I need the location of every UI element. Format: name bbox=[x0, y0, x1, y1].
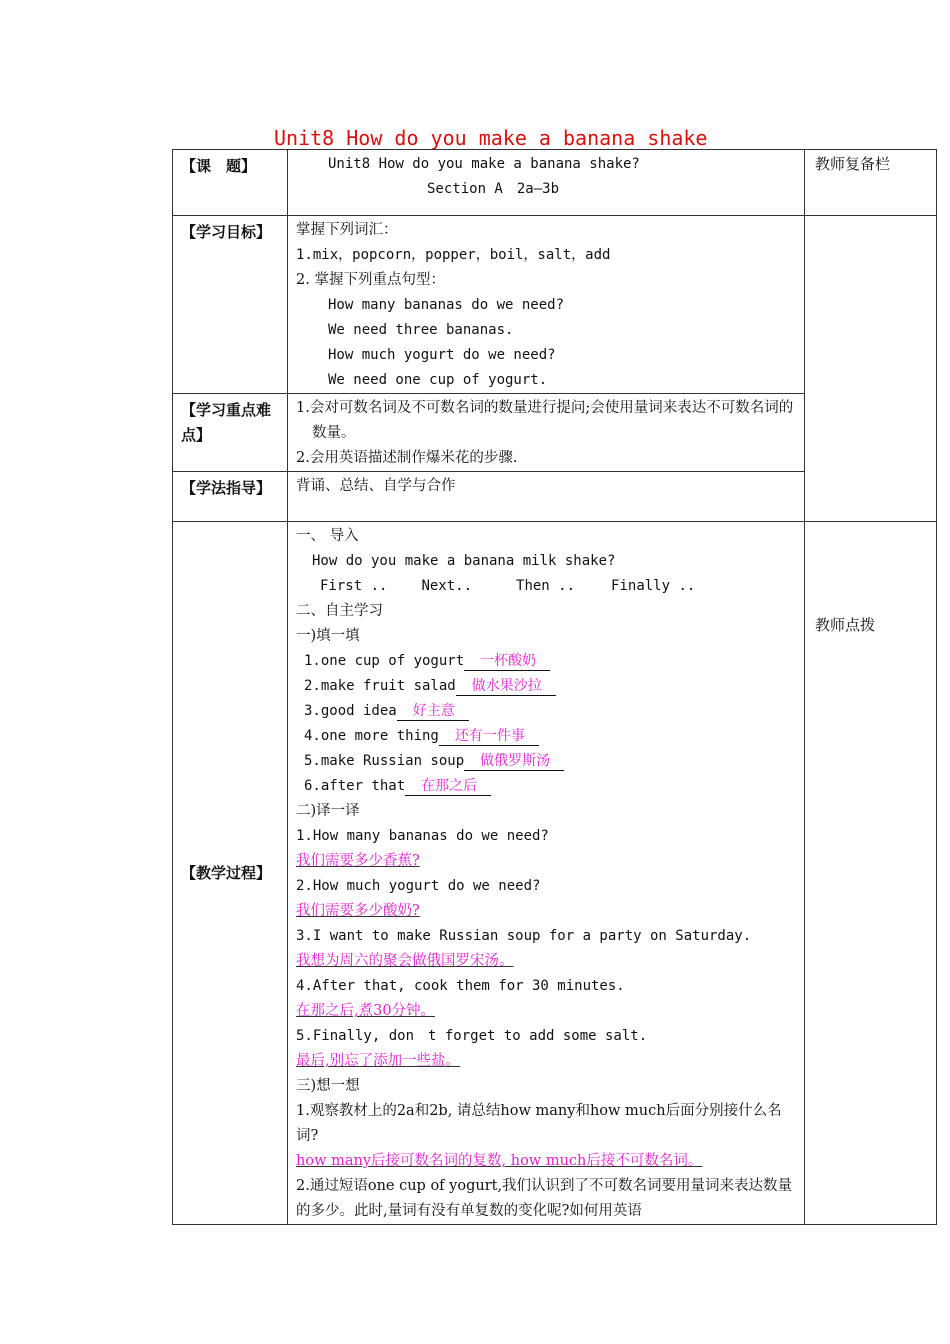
fill-item: 3.good idea 好主意 bbox=[296, 699, 798, 724]
fill-item: 2.make fruit salad 做水果沙拉 bbox=[296, 674, 798, 699]
translate-zh: 最后,别忘了添加一些盐。 bbox=[296, 1053, 461, 1069]
topic-row bbox=[173, 150, 937, 216]
topic-label: 【课 题】 bbox=[173, 150, 288, 216]
teacher-prep-column-header: 教师复备栏 bbox=[805, 150, 937, 216]
think-question: 2.通过短语one cup of yogurt,我们认识到了不可数名词要用量词来表达数量的多少。此时,量词有没有单复数的变化呢?如何用英语 bbox=[296, 1178, 793, 1219]
translate-zh: 我们需要多少香蕉? bbox=[296, 853, 420, 869]
fill-answer: 在那之后 bbox=[405, 777, 491, 796]
think-heading: 三)想一想 bbox=[296, 1078, 360, 1094]
goals-label: 【学习目标】 bbox=[173, 216, 288, 394]
goals-line: 2. 掌握下列重点句型： bbox=[296, 272, 445, 288]
fill-answer: 做俄罗斯汤 bbox=[464, 752, 564, 771]
fill-item: 1.one cup of yogurt 一杯酸奶 bbox=[296, 649, 798, 674]
intro-words bbox=[296, 574, 798, 599]
goals-line: 1.mix，popcorn，popper，boil，salt，add bbox=[296, 247, 611, 263]
fill-answer: 好主意 bbox=[397, 702, 469, 721]
intro-word: Finally .. bbox=[611, 578, 696, 594]
fill-item: 5.make Russian soup 做俄罗斯汤 bbox=[296, 749, 798, 774]
process-label: 【教学过程】 bbox=[173, 522, 288, 1225]
process-row bbox=[173, 522, 937, 1225]
translate-en: 4.After that, cook them for 30 minutes. bbox=[296, 978, 625, 994]
fill-answer: 还有一件事 bbox=[439, 727, 539, 746]
goals-row bbox=[173, 216, 937, 394]
goals-sentence: How many bananas do we need? bbox=[328, 297, 565, 313]
fill-answer: 一杯酸奶 bbox=[464, 652, 550, 671]
intro-word: Then .. bbox=[516, 578, 576, 594]
intro-heading: 一、 导入 bbox=[296, 528, 359, 544]
teacher-notes-blank bbox=[805, 216, 937, 522]
intro-word: Next.. bbox=[421, 578, 473, 594]
think-answer: how many后接可数名词的复数, how much后接不可数名词。 bbox=[296, 1153, 703, 1169]
document-title: Unit8 How do you make a banana shake bbox=[274, 126, 708, 150]
fill-item: 6.after that 在那之后 bbox=[296, 774, 798, 799]
intro-question: How do you make a banana milk shake? bbox=[312, 553, 616, 569]
goals-line: 掌握下列词汇： bbox=[296, 222, 398, 238]
goals-sentence: We need one cup of yogurt. bbox=[328, 372, 548, 388]
topic-line-1: Unit8 How do you make a banana shake? bbox=[328, 156, 640, 172]
topic-content bbox=[288, 150, 805, 216]
process-content bbox=[288, 522, 805, 1225]
lesson-plan-table bbox=[172, 149, 937, 1225]
goals-sentence: How much yogurt do we need? bbox=[328, 347, 556, 363]
translate-zh: 在那之后,煮30分钟。 bbox=[296, 1003, 436, 1019]
think-question: 1.观察教材上的2a和2b, 请总结how many和how much后面分别接什么名词? bbox=[296, 1103, 782, 1144]
goals-content bbox=[288, 216, 805, 394]
method-content: 背诵、总结、自学与合作 bbox=[288, 472, 805, 522]
keypoint-item: 1.会对可数名词及不可数名词的数量进行提问;会使用量词来表达不可数名词的数量。 bbox=[296, 400, 794, 441]
keypoints-content bbox=[288, 394, 805, 472]
keypoint-item: 2.会用英语描述制作爆米花的步骤. bbox=[296, 450, 518, 466]
keypoints-label: 【学习重点难点】 bbox=[173, 394, 288, 472]
fill-heading: 一)填一填 bbox=[296, 628, 360, 644]
translate-en: 1.How many bananas do we need? bbox=[296, 828, 549, 844]
translate-heading: 二)译一译 bbox=[296, 803, 360, 819]
intro-word: First .. bbox=[320, 578, 388, 594]
translate-en: 3.I want to make Russian soup for a party on Saturday. bbox=[296, 928, 752, 944]
teacher-guidance-header: 教师点拨 bbox=[805, 522, 937, 1225]
translate-en: 2.How much yogurt do we need? bbox=[296, 878, 541, 894]
translate-zh: 我们需要多少酸奶? bbox=[296, 903, 420, 919]
self-study-heading: 二、自主学习 bbox=[296, 603, 383, 619]
goals-sentence: We need three bananas. bbox=[328, 322, 514, 338]
translate-en: 5.Finally, don t forget to add some salt. bbox=[296, 1028, 648, 1044]
method-label: 【学法指导】 bbox=[173, 472, 288, 522]
fill-answer: 做水果沙拉 bbox=[456, 677, 556, 696]
translate-zh: 我想为周六的聚会做俄国罗宋汤。 bbox=[296, 953, 514, 969]
fill-item: 4.one more thing 还有一件事 bbox=[296, 724, 798, 749]
topic-line-2: Section A 2a—3b bbox=[427, 181, 560, 197]
